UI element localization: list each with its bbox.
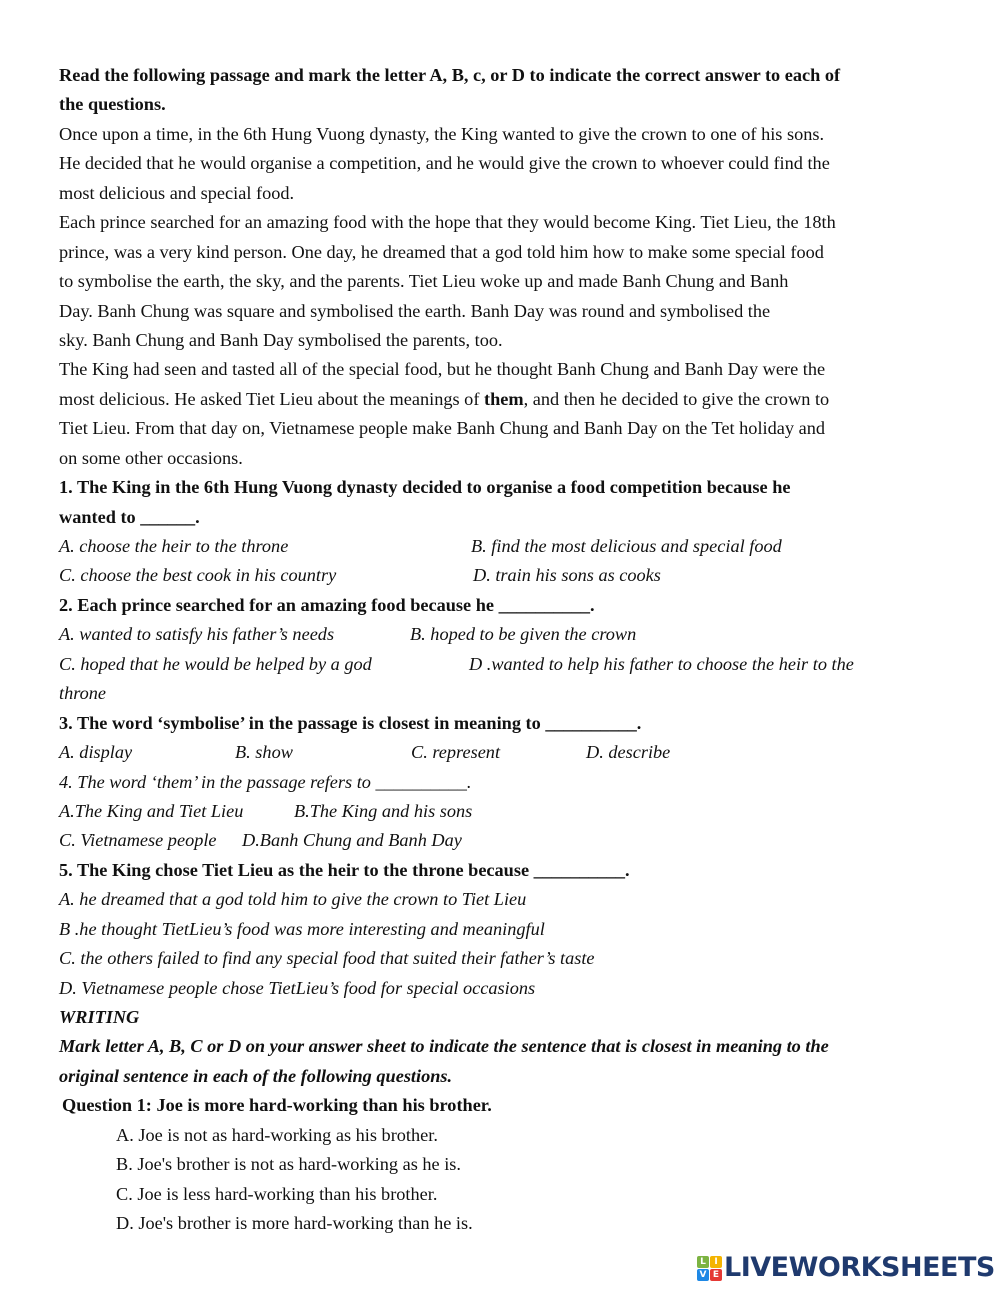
option-a[interactable]: A. he dreamed that a god told him to give the crown to Tiet Lieu [59, 889, 527, 910]
options-row [59, 797, 949, 826]
option-d[interactable]: D .wanted to help his father to choose the heir to the [469, 653, 854, 674]
writing-instructions: original sentence in each of the following questions. [59, 1065, 453, 1086]
options-row [59, 561, 949, 590]
options-row [59, 826, 949, 855]
passage-emphasis-them: them [483, 388, 524, 409]
passage-line: He decided that he would organise a competition, and he would give the crown to whoever could find the [59, 153, 830, 174]
question-2 [59, 591, 949, 709]
option-b[interactable]: B. Joe's brother is not as hard-working as he is. [116, 1154, 461, 1175]
liveworksheets-logo [697, 1254, 995, 1282]
option-c[interactable]: C. hoped that he would be helped by a god [59, 653, 372, 674]
option-a[interactable]: A. display [59, 742, 133, 763]
option-c[interactable]: C. Joe is less hard-working than his brother. [116, 1183, 438, 1204]
option-a[interactable]: A. choose the heir to the throne [59, 536, 289, 556]
option-c[interactable]: C. represent [411, 742, 501, 763]
options-row [59, 738, 949, 767]
passage-line: Day. Banh Chung was square and symbolised the earth. Banh Day was round and symbolised the [59, 300, 771, 321]
passage-line [59, 385, 949, 414]
question-1 [59, 473, 949, 591]
option-c[interactable]: C. the others failed to find any special food that suited their father’s taste [59, 948, 595, 969]
option-a[interactable]: A. wanted to satisfy his father’s needs [59, 624, 335, 645]
question-stem: 5. The King chose Tiet Lieu as the heir to the throne because __________. [59, 859, 630, 880]
question-stem: 4. The word ‘them’ in the passage refers to __________. [59, 771, 472, 792]
instructions-line-2: the questions. [59, 94, 166, 115]
question-4 [59, 768, 949, 856]
question-3 [59, 709, 949, 768]
question-stem: 1. The King in the 6th Hung Vuong dynasty decided to organise a food competition because he [59, 477, 791, 498]
writing-section [59, 1003, 949, 1239]
logo-block-l: L [697, 1256, 709, 1268]
options-row [59, 620, 949, 649]
logo-block-v: V [697, 1269, 709, 1281]
logo-block-e: E [710, 1269, 722, 1281]
options-row [59, 650, 949, 679]
option-c[interactable]: C. Vietnamese people [59, 830, 217, 851]
option-c[interactable]: C. choose the best cook in his country [59, 565, 337, 586]
question-5 [59, 856, 949, 1003]
option-b[interactable]: B. find the most delicious and special food [471, 536, 782, 556]
option-b[interactable]: B. hoped to be given the crown [410, 624, 637, 645]
option-a[interactable]: A.The King and Tiet Lieu [59, 800, 244, 821]
passage-line: Tiet Lieu. From that day on, Vietnamese people make Banh Chung and Banh Day on the Tet holiday and [59, 418, 825, 439]
option-d[interactable]: D.Banh Chung and Banh Day [242, 830, 462, 851]
option-b[interactable]: B.The King and his sons [294, 800, 473, 821]
logo-wordmark: LIVEWORKSHEETS [724, 1252, 995, 1283]
passage-paragraph-3 [59, 355, 949, 473]
passage-text: , and then he decided to give the crown to [523, 388, 830, 409]
passage-line: to symbolise the earth, the sky, and the parents. Tiet Lieu woke up and made Banh Chung and Banh [59, 271, 789, 292]
question-stem: 2. Each prince searched for an amazing food because he __________. [59, 594, 595, 615]
passage-paragraph-1 [59, 120, 949, 208]
passage-line: Once upon a time, in the 6th Hung Vuong dynasty, the King wanted to give the crown to one of his sons. [59, 123, 825, 144]
passage-text: most delicious. He asked Tiet Lieu about the meanings of [59, 388, 484, 409]
passage-paragraph-2 [59, 208, 949, 355]
worksheet-page [59, 61, 949, 1239]
option-d[interactable]: D. train his sons as cooks [473, 565, 661, 586]
passage-line: The King had seen and tasted all of the special food, but he thought Banh Chung and Banh Day were the [59, 359, 826, 380]
option-a[interactable]: A. Joe is not as hard-working as his brother. [116, 1124, 438, 1145]
logo-block-i: I [710, 1256, 722, 1268]
instructions-line-1: Read the following passage and mark the letter A, B, c, or D to indicate the correct answer to each of [59, 65, 841, 85]
question-stem: wanted to ______. [59, 506, 200, 527]
option-b[interactable]: B. show [235, 742, 293, 763]
question-stem: 3. The word ‘symbolise’ in the passage is closest in meaning to __________. [59, 712, 642, 733]
passage-line: prince, was a very kind person. One day, he dreamed that a god told him how to make some special food [59, 241, 824, 262]
section-heading: WRITING [59, 1007, 140, 1027]
live-blocks-icon [697, 1256, 722, 1281]
option-b[interactable]: B .he thought TietLieu’s food was more interesting and meaningful [59, 918, 545, 939]
option-d[interactable]: D. Joe's brother is more hard-working than he is. [116, 1213, 473, 1234]
option-d[interactable]: D. describe [586, 742, 671, 763]
option-d[interactable]: D. Vietnamese people chose TietLieu’s food for special occasions [59, 977, 536, 998]
passage-line: most delicious and special food. [59, 182, 295, 203]
passage-line: sky. Banh Chung and Banh Day symbolised the parents, too. [59, 329, 503, 350]
passage-line: Each prince searched for an amazing food with the hope that they would become King. Tiet Lieu, the 18th [59, 212, 836, 233]
option-d-continued: throne [59, 683, 107, 704]
options-row [59, 532, 949, 561]
passage-line: on some other occasions. [59, 447, 243, 468]
question-stem: Question 1: Joe is more hard-working than his brother. [62, 1095, 492, 1116]
writing-instructions: Mark letter A, B, C or D on your answer sheet to indicate the sentence that is closest in meaning to the [59, 1036, 829, 1057]
